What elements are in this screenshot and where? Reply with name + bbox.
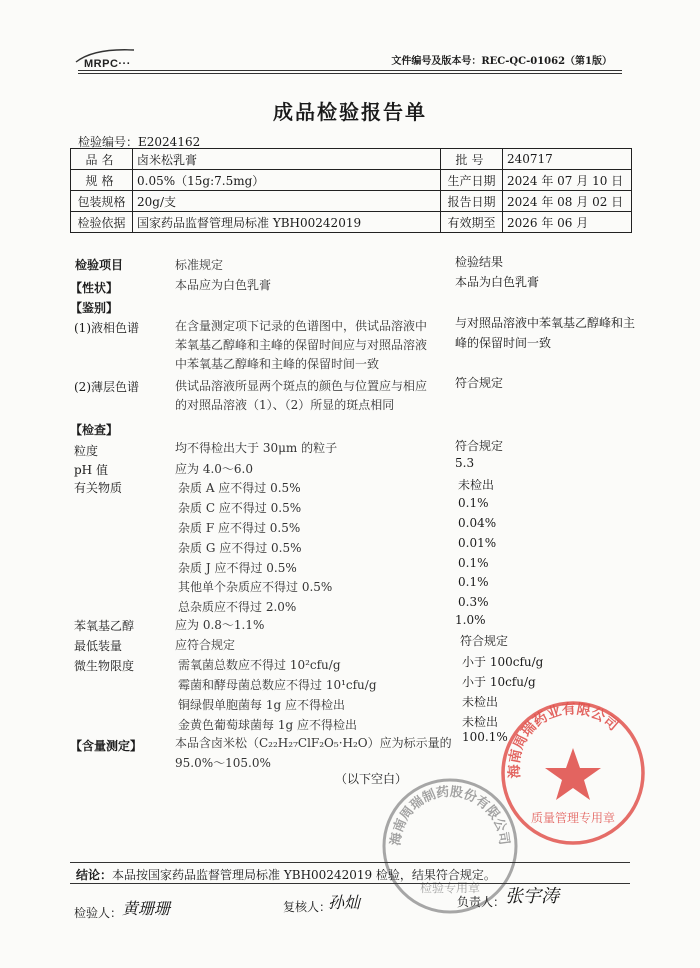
table-row xyxy=(71,212,632,233)
svg-text:海南周瑞药业有限公司: 海南周瑞药业有限公司 xyxy=(506,701,622,779)
cell-batch: 240717 xyxy=(503,149,632,170)
result-cell: 0.3% xyxy=(458,595,489,609)
reviewer-label: 复核人： xyxy=(283,900,332,914)
col-header-result: 检验结果 xyxy=(455,255,504,269)
standard-cell: 需氧菌总数应不得过 10²cfu/g xyxy=(178,658,341,672)
min-fill-standard: 应符合规定 xyxy=(175,638,236,652)
ph-result: 5.3 xyxy=(455,456,475,470)
section-appearance: 【性状】 xyxy=(70,281,119,295)
standard-cell: 杂质 F 应不得过 0.5% xyxy=(178,521,301,535)
logo-text: MRPC··· xyxy=(84,58,131,70)
cell-pack: 20g/支 xyxy=(133,191,441,212)
conclusion-label: 结论： xyxy=(76,868,113,882)
result-cell: 未检出 xyxy=(462,715,499,729)
svg-text:检验专用章: 检验专用章 xyxy=(419,881,481,895)
header-rule xyxy=(78,70,622,74)
responsible-signature: 张宇涛 xyxy=(505,886,559,907)
min-fill-result: 符合规定 xyxy=(460,634,509,648)
product-info-table xyxy=(70,148,632,233)
result-cell: 小于 100cfu/g xyxy=(462,655,544,669)
standard-cell: 铜绿假单胞菌每 1g 应不得检出 xyxy=(178,698,345,712)
id2-item: (2)薄层色谱 xyxy=(74,380,139,394)
conclusion-rule-top xyxy=(70,862,630,863)
phenoxyethanol-result: 1.0% xyxy=(455,613,486,627)
id1-standard-line2: 苯氧基乙醇峰和主峰的保留时间应与对照品溶液 xyxy=(175,338,428,352)
section-identification: 【鉴别】 xyxy=(70,301,119,315)
svg-text:质量管理专用章: 质量管理专用章 xyxy=(530,811,616,825)
inspection-number-value: E2024162 xyxy=(138,135,201,149)
quality-seal-icon xyxy=(498,698,648,848)
standard-cell: 杂质 C 应不得过 0.5% xyxy=(178,501,302,515)
id2-result: 符合规定 xyxy=(455,376,504,390)
appearance-result: 本品为白色乳膏 xyxy=(455,275,540,289)
id2-standard-line1: 供试品溶液所显两个斑点的颜色与位置应与相应 xyxy=(175,379,428,393)
section-tests: 【检查】 xyxy=(70,423,119,437)
ph-item: pH 值 xyxy=(74,463,108,477)
granularity-item: 粒度 xyxy=(74,444,99,458)
standard-cell: 杂质 G 应不得过 0.5% xyxy=(178,541,302,555)
inspector-signature: 黄珊珊 xyxy=(122,899,171,918)
cell-label: 品名 xyxy=(71,149,133,170)
id1-item: (1)液相色谱 xyxy=(74,321,139,335)
id1-result-line2: 峰的保留时间一致 xyxy=(455,336,552,350)
cell-label: 有效期至 xyxy=(441,212,503,233)
result-cell: 0.1% xyxy=(458,556,489,570)
result-cell: 小于 10cfu/g xyxy=(462,675,536,689)
inspector-label: 检验人： xyxy=(74,906,123,920)
table-row xyxy=(71,149,632,170)
appearance-standard: 本品应为白色乳膏 xyxy=(175,278,272,292)
granularity-result: 符合规定 xyxy=(455,439,504,453)
microbial-limit-item: 微生物限度 xyxy=(74,659,135,673)
id2-standard-line2: 的对照品溶液（1）、（2）所显的斑点相同 xyxy=(175,398,395,412)
cell-label: 批号 xyxy=(441,149,503,170)
cell-expiry: 2026 年 06 月 xyxy=(503,212,632,233)
cell-basis: 国家药品监督管理局标准 YBH00242019 xyxy=(133,212,441,233)
col-header-standard: 标准规定 xyxy=(175,258,224,272)
blank-below-note: （以下空白） xyxy=(335,772,408,786)
cell-label: 规格 xyxy=(71,170,133,191)
cell-label: 生产日期 xyxy=(441,170,503,191)
cell-mfg-date: 2024 年 07 月 10 日 xyxy=(503,170,632,191)
assay-result: 100.1% xyxy=(462,730,508,744)
section-assay: 【含量测定】 xyxy=(70,739,143,753)
id1-result-line1: 与对照品溶液中苯氧基乙醇峰和主 xyxy=(455,316,636,330)
responsible-label: 负责人： xyxy=(457,895,506,909)
standard-cell: 总杂质应不得过 2.0% xyxy=(178,600,297,614)
table-row xyxy=(71,191,632,212)
conclusion-text: 本品按国家药品监督管理局标准 YBH00242019 检验，结果符合规定。 xyxy=(112,868,496,882)
reviewer-signature: 孙灿 xyxy=(328,893,361,912)
phenoxyethanol-standard: 应为 0.8～1.1% xyxy=(175,618,265,632)
standard-cell: 杂质 A 应不得过 0.5% xyxy=(178,481,301,495)
result-cell: 0.1% xyxy=(458,496,489,510)
cell-label: 报告日期 xyxy=(441,191,503,212)
company-logo xyxy=(78,54,131,70)
cell-label: 检验依据 xyxy=(71,212,133,233)
standard-cell: 金黄色葡萄球菌每 1g 应不得检出 xyxy=(178,718,357,732)
result-cell: 未检出 xyxy=(462,695,499,709)
svg-text:海南周瑞制药股份有限公司: 海南周瑞制药股份有限公司 xyxy=(388,784,512,847)
min-fill-item: 最低装量 xyxy=(74,639,123,653)
cell-report-date: 2024 年 08 月 02 日 xyxy=(503,191,632,212)
standard-cell: 杂质 J 应不得过 0.5% xyxy=(178,561,297,575)
ph-standard: 应为 4.0～6.0 xyxy=(175,462,253,476)
document-number: 文件编号及版本号：REC-QC-01062（第1版） xyxy=(391,56,612,67)
id1-standard-line3: 中苯氧基乙醇峰和主峰的保留时间一致 xyxy=(175,357,380,371)
result-cell: 0.01% xyxy=(458,536,497,550)
page-title: 成品检验报告单 xyxy=(273,100,427,124)
cell-label: 包装规格 xyxy=(71,191,133,212)
col-header-item: 检验项目 xyxy=(75,258,124,272)
phenoxyethanol-item: 苯氧基乙醇 xyxy=(74,619,135,633)
standard-cell: 其他单个杂质应不得过 0.5% xyxy=(178,580,333,594)
assay-standard-line2: 95.0%～105.0% xyxy=(175,756,271,770)
conclusion xyxy=(76,866,496,883)
table-row xyxy=(71,170,632,191)
cell-product: 卤米松乳膏 xyxy=(133,149,441,170)
inspection-number-label: 检验编号： xyxy=(78,135,139,149)
result-cell: 未检出 xyxy=(458,478,495,492)
related-substances-item: 有关物质 xyxy=(74,481,123,495)
id1-standard-line1: 在含量测定项下记录的色谱图中，供试品溶液中 xyxy=(175,319,428,333)
assay-standard-line1: 本品含卤米松（C₂₂H₂₇ClF₂O₅·H₂O）应为标示量的 xyxy=(175,736,452,750)
result-cell: 0.04% xyxy=(458,516,497,530)
granularity-standard: 均不得检出大于 30μm 的粒子 xyxy=(175,441,338,455)
cell-spec: 0.05%（15g:7.5mg） xyxy=(133,170,441,191)
standard-cell: 霉菌和酵母菌总数应不得过 10¹cfu/g xyxy=(178,678,377,692)
result-cell: 0.1% xyxy=(458,575,489,589)
